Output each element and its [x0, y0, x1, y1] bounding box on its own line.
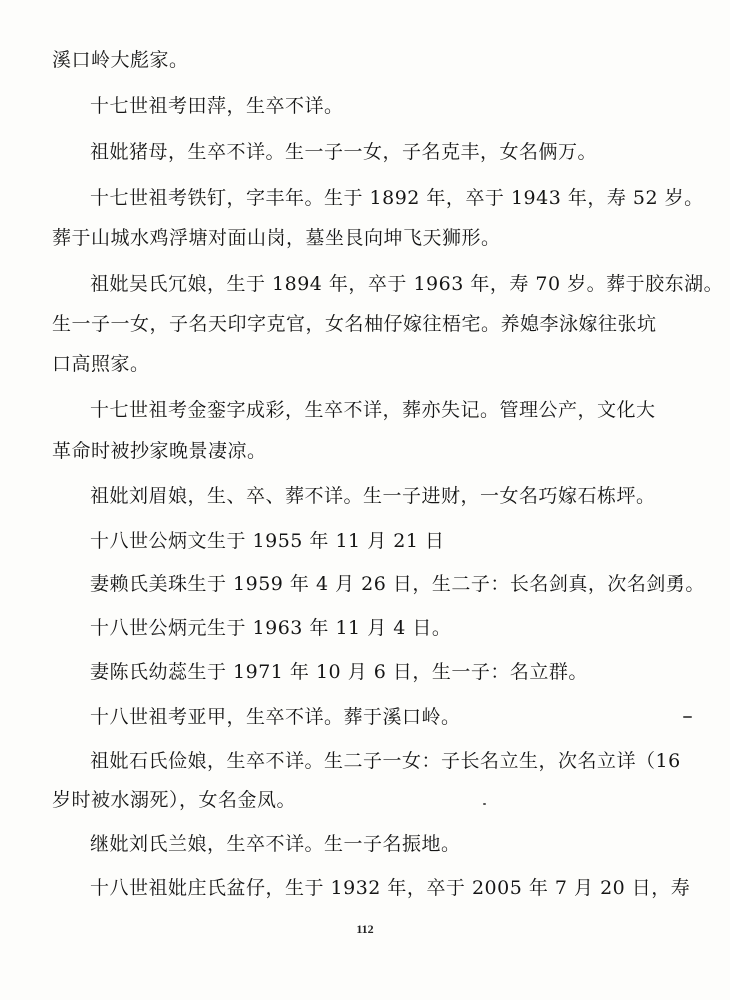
text-line-15: 妻陈氏幼蕊生于 1971 年 10 月 6 日，生一子：名立群。	[90, 661, 588, 683]
text-line-14: 十八世公炳元生于 1963 年 11 月 4 日。	[90, 617, 452, 639]
text-line-13: 妻赖氏美珠生于 1959 年 4 月 26 日，生二子：长名剑真，次名剑勇。	[90, 573, 705, 595]
text-line-17: 祖妣石氏俭娘，生卒不详。生二子一女：子长名立生，次名立详（16	[90, 750, 681, 772]
text-line-9: 十七世祖考金銮字成彩，生卒不详，葬亦失记。管理公产，文化大	[90, 399, 656, 421]
text-line-8: 口高照家。	[52, 353, 150, 375]
text-line-12: 十八世公炳文生于 1955 年 11 月 21 日	[90, 530, 445, 552]
text-line-19: 继妣刘氏兰娘，生卒不详。生一子名振地。	[90, 833, 461, 855]
scan-speck	[483, 803, 486, 805]
text-line-1: 溪口岭大彪家。	[52, 49, 189, 71]
text-line-3: 祖妣猪母，生卒不详。生一子一女，子名克丰，女名俩万。	[90, 141, 598, 163]
text-line-18: 岁时被水溺死），女名金凤。	[52, 789, 297, 811]
text-line-11: 祖妣刘眉娘，生、卒、葬不详。生一子进财，一女名巧嫁石栋坪。	[90, 485, 656, 507]
text-line-20: 十八世祖妣庄氏盆仔，生于 1932 年，卒于 2005 年 7 月 20 日，寿	[90, 877, 691, 899]
text-line-10: 革命时被抄家晚景凄凉。	[52, 440, 267, 462]
scan-speck	[683, 716, 692, 718]
page-number: 112	[356, 922, 374, 936]
text-line-5: 葬于山城水鸡浮塘对面山岗，墓坐艮向坤飞天狮形。	[52, 227, 501, 249]
text-line-16: 十八世祖考亚甲，生卒不详。葬于溪口岭。	[90, 706, 461, 728]
text-line-2: 十七世祖考田萍，生卒不详。	[90, 95, 344, 117]
text-line-7: 生一子一女，子名天印字克官，女名柚仔嫁往梧宅。养媳李泳嫁往张坑	[52, 313, 657, 335]
text-line-6: 祖妣吴氏冗娘，生于 1894 年，卒于 1963 年，寿 70 岁。葬于胶东湖。	[90, 273, 724, 295]
text-line-4: 十七世祖考铁钉，字丰年。生于 1892 年，卒于 1943 年，寿 52 岁。	[90, 187, 704, 209]
